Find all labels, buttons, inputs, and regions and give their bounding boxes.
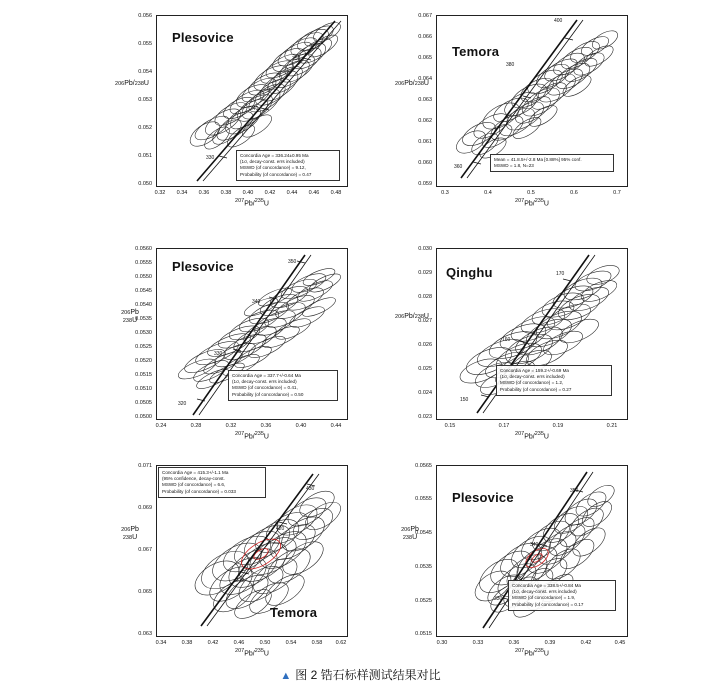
y-tick-d: 0.029 xyxy=(418,270,432,276)
annotation-line: Concordia Age = 336.24±0.95 Ma xyxy=(240,153,309,158)
y-tick-e: 0.065 xyxy=(138,589,152,595)
chart-panel-b xyxy=(390,10,640,210)
annotation-box-d xyxy=(496,365,612,396)
panel-title-a: Plesovice xyxy=(172,30,234,45)
x-tick-e: 0.42 xyxy=(207,640,219,646)
x-axis-label-c: $^{207}$Pb/$^{235}$U xyxy=(235,431,269,441)
concordia-tick-label-d: 160 xyxy=(502,337,511,343)
x-tick-e: 0.58 xyxy=(311,640,323,646)
y-tick-a: 0.053 xyxy=(138,97,152,103)
y-tick-c: 0.0560 xyxy=(135,246,152,252)
annotation-box-c xyxy=(228,370,338,401)
x-tick-d: 0.21 xyxy=(606,423,618,429)
x-tick-a: 0.34 xyxy=(176,190,188,196)
x-tick-e: 0.34 xyxy=(155,640,167,646)
annotation-line: (1σ, decay-const. errs included) xyxy=(232,379,297,385)
y-tick-c: 0.0550 xyxy=(135,274,152,280)
y-tick-c: 0.0500 xyxy=(135,414,152,420)
annotation-line: Mean = 41.8.5+/-2.8 Ma [0.88%] 95% conf. xyxy=(494,157,582,162)
x-tick-f: 0.42 xyxy=(580,640,592,646)
concordia-tick-label-a: 350 xyxy=(292,56,301,62)
x-tick-b: 0.4 xyxy=(484,190,492,196)
concordia-tick-label-f: 330 xyxy=(494,596,503,602)
y-tick-e: 0.067 xyxy=(138,547,152,553)
x-tick-c: 0.28 xyxy=(190,423,202,429)
concordia-tick-label-d: 150 xyxy=(460,397,469,403)
x-tick-f: 0.39 xyxy=(544,640,556,646)
y-axis-label-b: 206Pb/238U xyxy=(395,80,429,87)
annotation-line: (95% confidence, decay-const. xyxy=(162,476,225,482)
annotation-line: Probability (of concordance) = 0.033 xyxy=(162,488,236,494)
x-tick-b: 0.7 xyxy=(613,190,621,196)
x-axis-label-e: $^{207}$Pb/$^{235}$U xyxy=(235,648,269,658)
y-tick-b: 0.062 xyxy=(418,118,432,124)
concordia-tick-label-c: 350 xyxy=(288,259,297,265)
y-tick-e: 0.071 xyxy=(138,463,152,469)
x-tick-a: 0.48 xyxy=(330,190,342,196)
x-tick-c: 0.36 xyxy=(260,423,272,429)
x-tick-e: 0.46 xyxy=(233,640,245,646)
x-tick-e: 0.38 xyxy=(181,640,193,646)
y-tick-f: 0.0555 xyxy=(415,496,432,502)
annotation-line: Concordia Age = 159.2+/-0.69 Ma xyxy=(500,368,569,373)
x-tick-c: 0.40 xyxy=(295,423,307,429)
y-axis-label-d: 206Pb/238U xyxy=(395,313,429,320)
x-tick-d: 0.17 xyxy=(498,423,510,429)
x-tick-b: 0.6 xyxy=(570,190,578,196)
concordia-tick-label-b: 400 xyxy=(554,18,563,24)
x-tick-e: 0.50 xyxy=(259,640,271,646)
x-tick-a: 0.36 xyxy=(198,190,210,196)
panel-title-e: Temora xyxy=(270,605,318,620)
panel-title-d: Qinghu xyxy=(446,265,493,280)
y-tick-d: 0.027 xyxy=(418,318,432,324)
x-tick-c: 0.32 xyxy=(225,423,237,429)
y-tick-d: 0.030 xyxy=(418,246,432,252)
annotation-box-a xyxy=(236,150,340,181)
x-tick-f: 0.45 xyxy=(614,640,626,646)
annotation-line: Probability (of concordance) = 0.27 xyxy=(500,386,572,392)
x-axis-label-f: $^{207}$Pb/$^{235}$U xyxy=(515,648,549,658)
concordia-tick-label-b: 360 xyxy=(454,164,463,170)
annotation-line: (1σ, decay-const. errs included) xyxy=(500,374,565,380)
x-tick-b: 0.3 xyxy=(441,190,449,196)
panel-title-b: Temora xyxy=(452,44,500,59)
y-tick-f: 0.0565 xyxy=(415,463,432,469)
y-tick-b: 0.061 xyxy=(418,139,432,145)
y-tick-b: 0.064 xyxy=(418,76,432,82)
y-tick-f: 0.0515 xyxy=(415,631,432,637)
y-tick-c: 0.0510 xyxy=(135,386,152,392)
x-tick-a: 0.38 xyxy=(220,190,232,196)
x-tick-a: 0.44 xyxy=(286,190,298,196)
y-tick-c: 0.0545 xyxy=(135,288,152,294)
x-tick-b: 0.5 xyxy=(527,190,535,196)
annotation-line: Concordia Age = 337.7+/-0.64 Ma xyxy=(232,373,301,378)
concordia-tick-label-a: 330 xyxy=(206,155,215,161)
y-tick-c: 0.0555 xyxy=(135,260,152,266)
x-tick-a: 0.32 xyxy=(154,190,166,196)
y-tick-c: 0.0515 xyxy=(135,372,152,378)
annotation-line: Concordia Age = 338.5+/-0.84 Ma xyxy=(512,583,581,588)
x-axis-label-a: $^{207}$Pb/$^{235}$U xyxy=(235,198,269,208)
concordia-tick-label-c: 320 xyxy=(178,401,187,407)
triangle-icon: ▲ xyxy=(280,670,292,682)
y-axis-label-e: 206Pb 238U xyxy=(121,526,139,542)
concordia-tick-label-c: 340 xyxy=(252,299,261,305)
y-tick-d: 0.026 xyxy=(418,342,432,348)
concordia-tick-label-f: 340 xyxy=(530,542,539,548)
chart-panel-e xyxy=(110,460,360,660)
y-tick-a: 0.056 xyxy=(138,13,152,19)
annotation-line: Concordia Age = 415.3+/-1.1 Ma xyxy=(162,470,229,475)
y-tick-b: 0.066 xyxy=(418,34,432,40)
y-tick-e: 0.063 xyxy=(138,631,152,637)
chart-panel-c xyxy=(110,243,360,443)
annotation-box-f xyxy=(508,580,616,611)
concordia-tick-label-e: 410 xyxy=(236,578,245,584)
y-tick-b: 0.059 xyxy=(418,181,432,187)
x-tick-a: 0.40 xyxy=(242,190,254,196)
panel-title-f: Plesovice xyxy=(452,490,514,505)
y-tick-b: 0.060 xyxy=(418,160,432,166)
y-tick-f: 0.0525 xyxy=(415,598,432,604)
x-tick-a: 0.42 xyxy=(264,190,276,196)
x-tick-f: 0.30 xyxy=(436,640,448,646)
panel-title-c: Plesovice xyxy=(172,259,234,274)
chart-panel-f xyxy=(390,460,640,660)
concordia-tick-label-a: 340 xyxy=(250,106,259,112)
annotation-line: (1σ, decay-const. errs included) xyxy=(512,589,577,595)
figure-caption-text: 图 2 锆石标样测试结果对比 xyxy=(295,668,441,682)
y-tick-a: 0.054 xyxy=(138,69,152,75)
annotation-line: MSWD (of concordance) = 1.9, xyxy=(512,595,576,601)
concordia-tick-label-f: 350 xyxy=(570,488,579,494)
x-tick-e: 0.62 xyxy=(335,640,347,646)
y-tick-c: 0.0505 xyxy=(135,400,152,406)
y-tick-d: 0.023 xyxy=(418,414,432,420)
y-axis-label-a: 206Pb/238U xyxy=(115,80,149,87)
y-tick-d: 0.025 xyxy=(418,366,432,372)
figure-caption xyxy=(0,666,721,683)
annotation-line: Probability (of concordance) = 0.17 xyxy=(512,601,584,607)
y-tick-c: 0.0530 xyxy=(135,330,152,336)
x-tick-c: 0.44 xyxy=(330,423,342,429)
annotation-box-e xyxy=(158,467,266,498)
chart-panel-a xyxy=(110,10,360,210)
concordia-tick-label-e: 430 xyxy=(306,486,315,492)
x-axis-label-d: $^{207}$Pb/$^{235}$U xyxy=(515,431,549,441)
x-tick-f: 0.33 xyxy=(472,640,484,646)
y-tick-a: 0.050 xyxy=(138,181,152,187)
y-tick-c: 0.0525 xyxy=(135,344,152,350)
annotation-line: (1σ, decay-const. errs included) xyxy=(240,159,305,165)
y-tick-c: 0.0540 xyxy=(135,302,152,308)
y-tick-c: 0.0535 xyxy=(135,316,152,322)
concordia-tick-label-b: 380 xyxy=(506,62,515,68)
y-tick-d: 0.024 xyxy=(418,390,432,396)
annotation-line: MSWD (of concordance) = 0.41, xyxy=(232,385,298,391)
x-tick-d: 0.19 xyxy=(552,423,564,429)
annotation-line: Probability (of concordance) = 0.47 xyxy=(240,171,312,177)
y-axis-label-c: 206Pb 238U xyxy=(121,309,139,325)
concordia-tick-label-e: 420 xyxy=(276,526,285,532)
y-tick-b: 0.063 xyxy=(418,97,432,103)
y-tick-f: 0.0535 xyxy=(415,564,432,570)
annotation-line: MSWD (of concordance) = 9.12, xyxy=(240,165,306,171)
y-tick-f: 0.0545 xyxy=(415,530,432,536)
annotation-line: MSWD (of concordance) = 6.6, xyxy=(162,482,226,488)
y-tick-a: 0.055 xyxy=(138,41,152,47)
y-tick-a: 0.052 xyxy=(138,125,152,131)
x-tick-d: 0.15 xyxy=(444,423,456,429)
chart-panel-d xyxy=(390,243,640,443)
x-axis-label-b: $^{207}$Pb/$^{235}$U xyxy=(515,198,549,208)
annotation-line: MSWD = 1.8, N=23 xyxy=(494,163,534,169)
x-tick-a: 0.46 xyxy=(308,190,320,196)
ellipse-cloud-e xyxy=(189,486,345,624)
y-tick-b: 0.067 xyxy=(418,13,432,19)
annotation-box-b xyxy=(490,154,614,172)
concordia-tick-label-d: 170 xyxy=(556,271,565,277)
y-tick-c: 0.0520 xyxy=(135,358,152,364)
y-axis-label-f: 206Pb 238U xyxy=(401,526,419,542)
y-tick-e: 0.069 xyxy=(138,505,152,511)
y-tick-d: 0.028 xyxy=(418,294,432,300)
annotation-line: MSWD (of concordance) = 1.2, xyxy=(500,380,564,386)
concordia-tick-label-c: 330 xyxy=(214,351,223,357)
x-tick-e: 0.54 xyxy=(285,640,297,646)
x-tick-f: 0.36 xyxy=(508,640,520,646)
x-tick-c: 0.24 xyxy=(155,423,167,429)
annotation-line: Probability (of concordance) = 0.50 xyxy=(232,391,304,397)
y-tick-a: 0.051 xyxy=(138,153,152,159)
y-tick-b: 0.065 xyxy=(418,55,432,61)
